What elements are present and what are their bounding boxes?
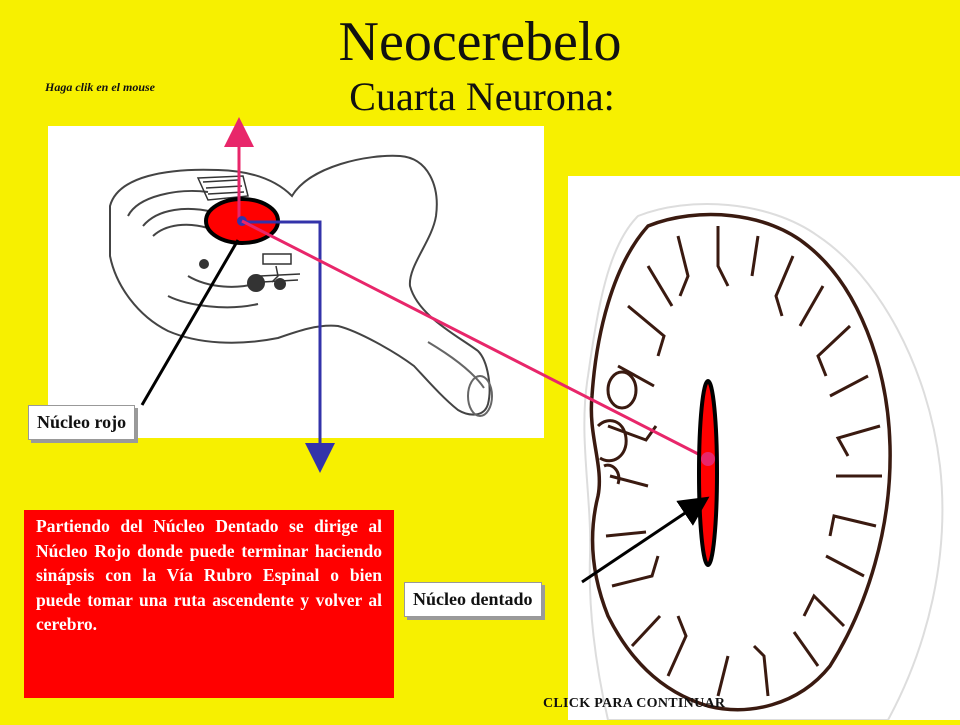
cerebellum-section-image bbox=[568, 176, 960, 720]
continue-link[interactable]: CLICK PARA CONTINUAR bbox=[543, 696, 726, 711]
mouse-click-hint[interactable]: Haga clik en el mouse bbox=[45, 80, 155, 94]
red-nucleus-label: Núcleo rojo bbox=[28, 405, 135, 440]
brainstem-drawing bbox=[48, 126, 544, 438]
description-box: Partiendo del Núcleo Dentado se dirige al Núcleo Rojo donde puede terminar haciendo sinápsis con la Vía Rubro Espinal o bien puede tomar una ruta ascendente y volver al cerebro. bbox=[24, 510, 394, 698]
brainstem-section-image bbox=[48, 126, 544, 438]
cerebellum-drawing bbox=[568, 176, 960, 720]
slide-title: Neocerebelo bbox=[338, 11, 622, 73]
dentate-nucleus-label: Núcleo dentado bbox=[404, 582, 542, 617]
slide-subtitle: Cuarta Neurona: bbox=[349, 74, 615, 119]
